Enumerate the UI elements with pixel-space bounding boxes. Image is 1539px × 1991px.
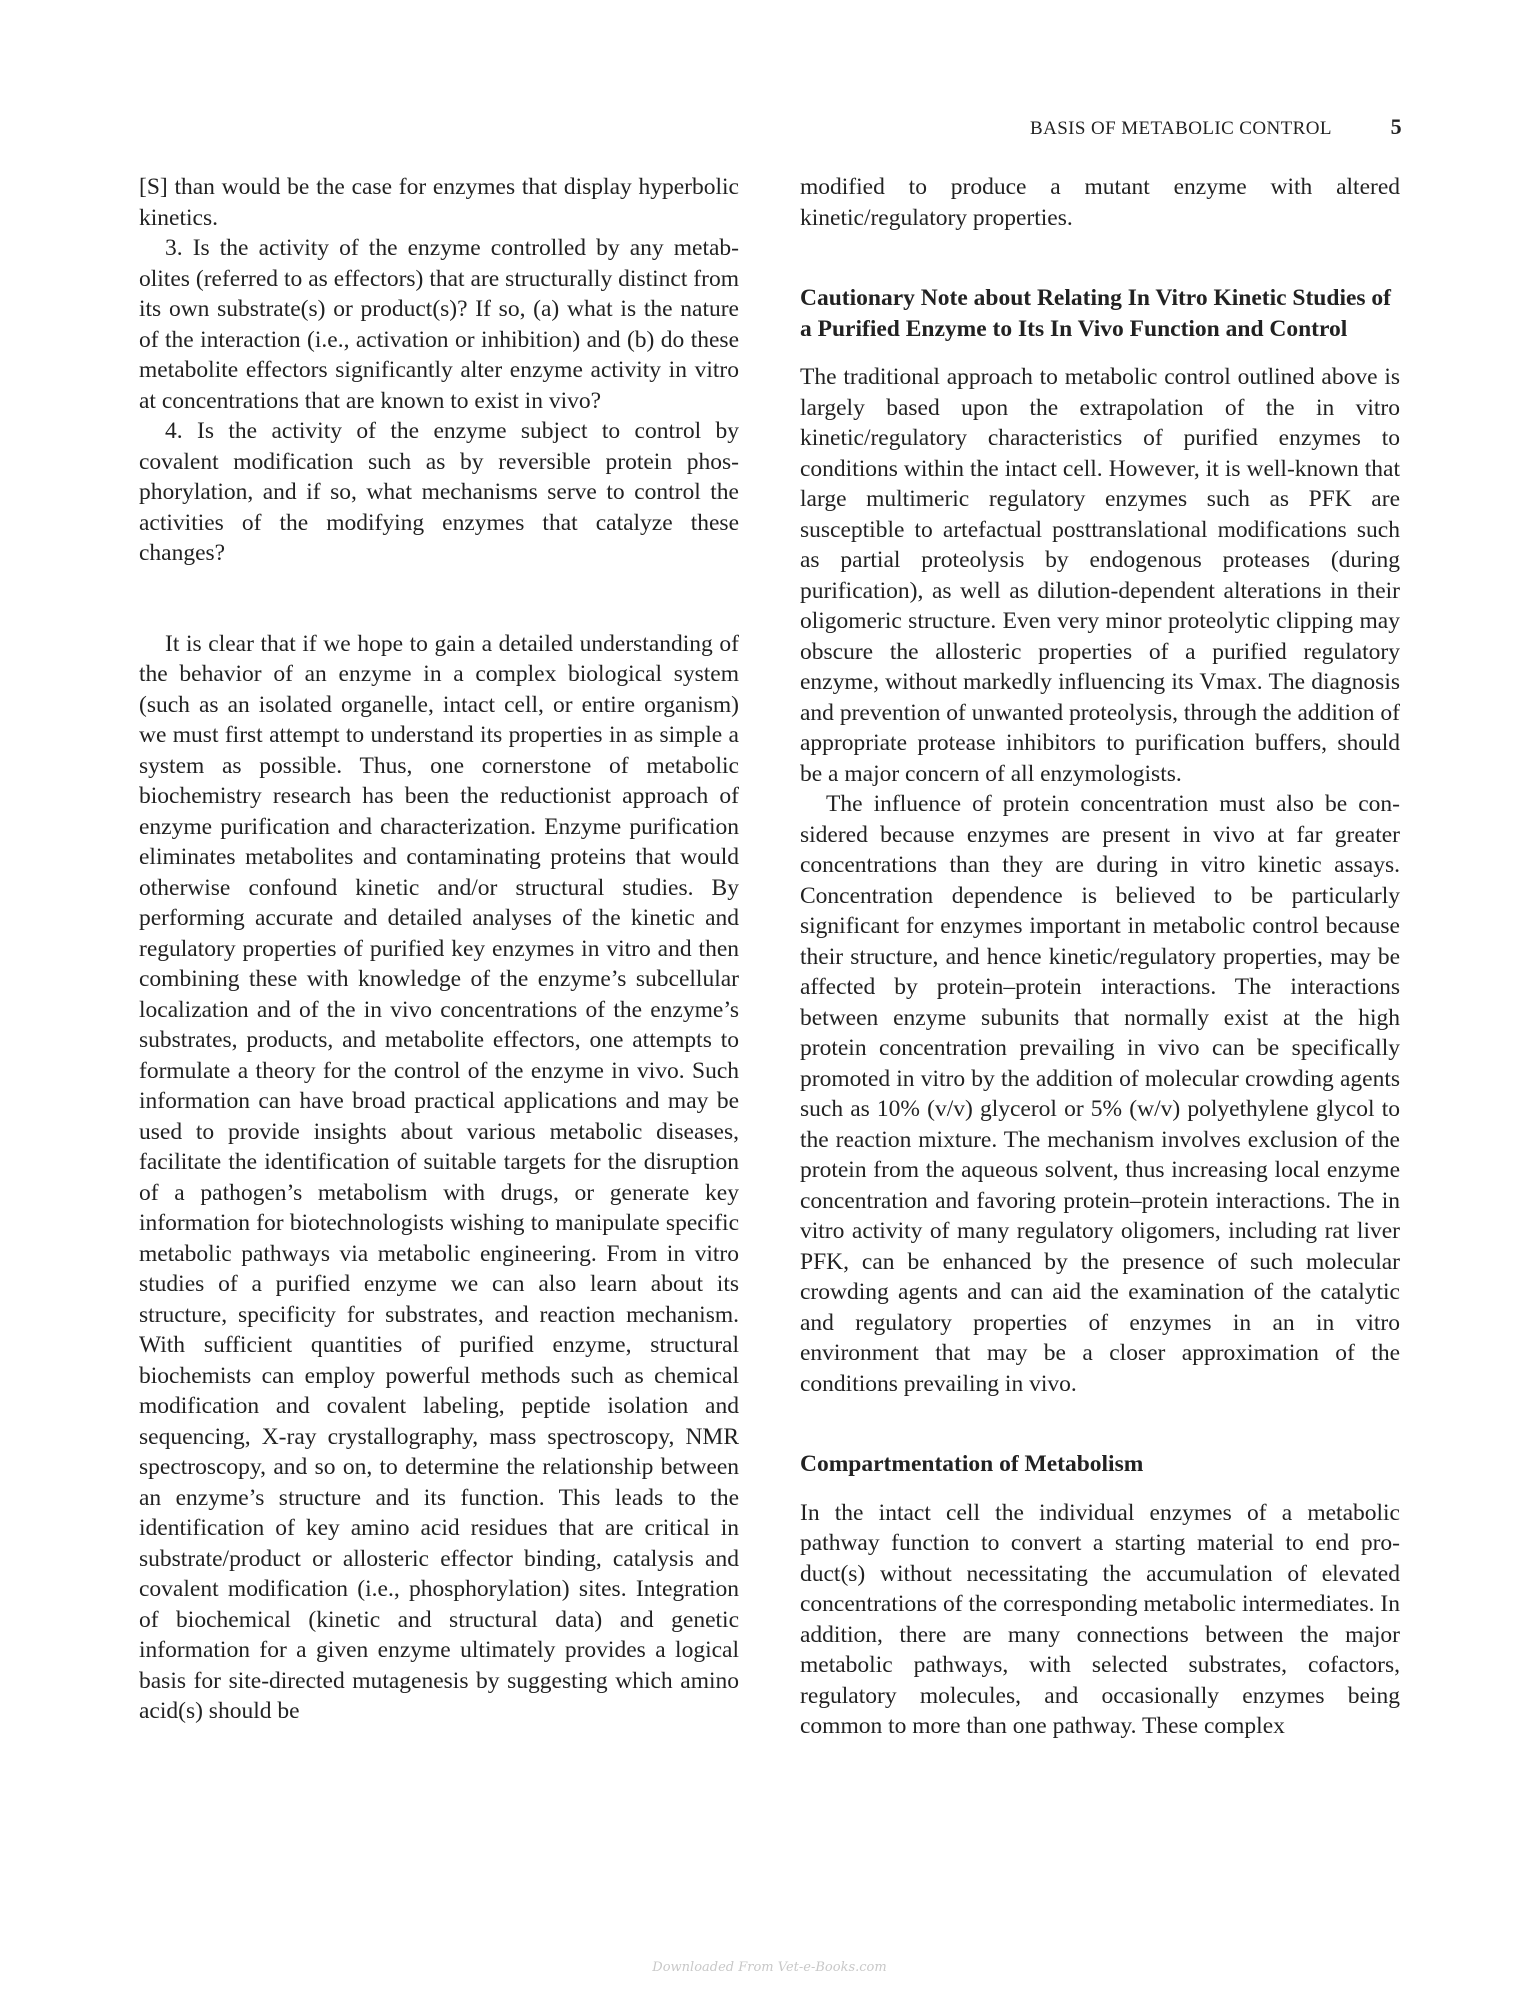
paragraph: In the intact cell the individual enzymes of a metabolic pathway function to convert a starting material to end product(s) without necessitating the accumulation of elevated concentrations of the corresponding metabolic intermediates. In addition, there are many connections between the major metabolic pathways, with selected substrates, cofactors, regulatory molecules, and occasionally enzymes being common to more than one pathway. These complex xyxy=(800,1499,1400,1739)
right-column xyxy=(800,172,1400,1742)
paragraph: modified to produce a mutant enzyme with altered kinetic/regulatory properties. xyxy=(800,174,1400,231)
section-heading: Compartmentation of Metabolism xyxy=(800,1451,1144,1477)
paragraph: The influence of protein concentration must also be considered because enzymes are present in vivo at far greater concentrations than they are during in vitro kinetic assays. Concentration dependence is believed to be particularly significant for enzymes important in metabolic control because their structure, and hence kinetic/regulatory properties, may be affected by protein–protein interactions. The interactions between enzyme subunits that normally exist at the high protein concentration prevailing in vivo can be specifically promoted in vitro by the addition of molecular crowding agents such as 10% (v/v) glycerol or 5% (w/v) polyethylene glycol to the reaction mixture. The mechanism involves exclusion of the protein from the aqueous solvent, thus increasing local enzyme concentration and favoring protein–protein interactions. The in vitro activity of many regulatory oligomers, including rat liver PFK, can be enhanced by the presence of such molecular crowding agents and can aid the examination of the catalytic and regulatory properties of enzymes in an in vitro environment that may be a closer approximation of the conditions prevailing in vivo. xyxy=(800,791,1400,1397)
left-column xyxy=(139,172,739,1727)
section-heading: Cautionary Note about Relating In Vitro Kinetic Studies of a Purified Enzyme to Its In Vivo Function and Control xyxy=(800,285,1391,342)
paragraph: It is clear that if we hope to gain a detailed understanding of the behavior of an enzyme in a complex biological system (such as an isolated organelle, intact cell, or entire organism) we must first attempt to understand its properties in as simple a system as possible. Thus, one cornerstone of metabolic biochemistry research has been the reductionist approach of enzyme purification and characterization. Enzyme purification eliminates metabolites and contaminating proteins that would otherwise confound kinetic and/or structural studies. By performing accurate and detailed analyses of the kinetic and regulatory properties of purified key enzymes in vitro and then combining these with knowledge of the enzyme’s subcellular localization and of the in vivo concentrations of the enzyme’s substrates, products, and metabolite effectors, one attempts to formulate a theory for the control of the enzyme in vivo. Such information can have broad practical applications and may be used to provide insights about various metabolic diseases, facilitate the identification of suitable targets for the disruption of a pathogen’s metabolism with drugs, or generate key information for biotechnologists wishing to manipulate specific metabolic pathways via metabolic engineering. From in vitro studies of a purified enzyme we can also learn about its structure, specificity for substrates, and reaction mechanism. With sufficient quantities of purified enzyme, structural biochemists can employ powerful methods such as chemical modification and covalent labeling, peptide isolation and sequencing, X-ray crystallography, mass spectroscopy, NMR spectroscopy, and so on, to determine the relationship between an enzyme’s structure and its function. This leads to the identification of key amino acid residues that are critical in substrate/product or allosteric effector binding, catalysis and covalent modification (i.e., phosphorylation) sites. Integration of biochemical (kinetic and structural data) and genetic information for a given enzyme ultimately provides a logical basis for site-directed mutagenesis by suggesting which amino acid(s) should be xyxy=(139,630,739,1724)
paragraph: The traditional approach to metabolic control outlined above is largely based upon the extrapolation of the in vitro kinetic/regulatory characteristics of purified enzymes to conditions within the intact cell. However, it is well-known that large multimeric regulatory enzymes such as PFK are susceptible to artefactual posttranslational modifications such as partial proteolysis by endogenous proteases (during purification), as well as dilution-dependent alterations in their oligomeric structure. Even very minor proteolytic clipping may obscure the allosteric properties of a purified regulatory enzyme, without markedly influencing its Vmax. The diagnosis and prevention of unwanted proteolysis, through the addition of appropriate protease inhibitors to purification buffers, should be a major concern of all enzymologists. xyxy=(800,364,1400,787)
page-number: 5 xyxy=(1390,114,1402,139)
running-header xyxy=(1030,114,1402,144)
watermark: Downloaded From Vet-e-Books.com xyxy=(652,1960,887,1975)
running-title: BASIS OF METABOLIC CONTROL xyxy=(1030,118,1332,139)
question-4: 4. Is the activity of the enzyme subject to control by covalent modification such as by reversible protein phosphorylation, and if so, what mechanisms serve to control the activities of the modifying enzymes that catalyze these changes? xyxy=(139,418,739,566)
question-3: 3. Is the activity of the enzyme controlled by any metabolites (referred to as effectors) that are structurally distinct from its own substrate(s) or product(s)? If so, (a) what is the nature of the interaction (i.e., activation or inhibition) and (b) do these metabolite effectors significantly alter enzyme activity in vitro at concentrations that are known to exist in vivo? xyxy=(139,235,739,414)
paragraph: [S] than would be the case for enzymes that display hyperbolic kinetics. xyxy=(139,174,739,231)
